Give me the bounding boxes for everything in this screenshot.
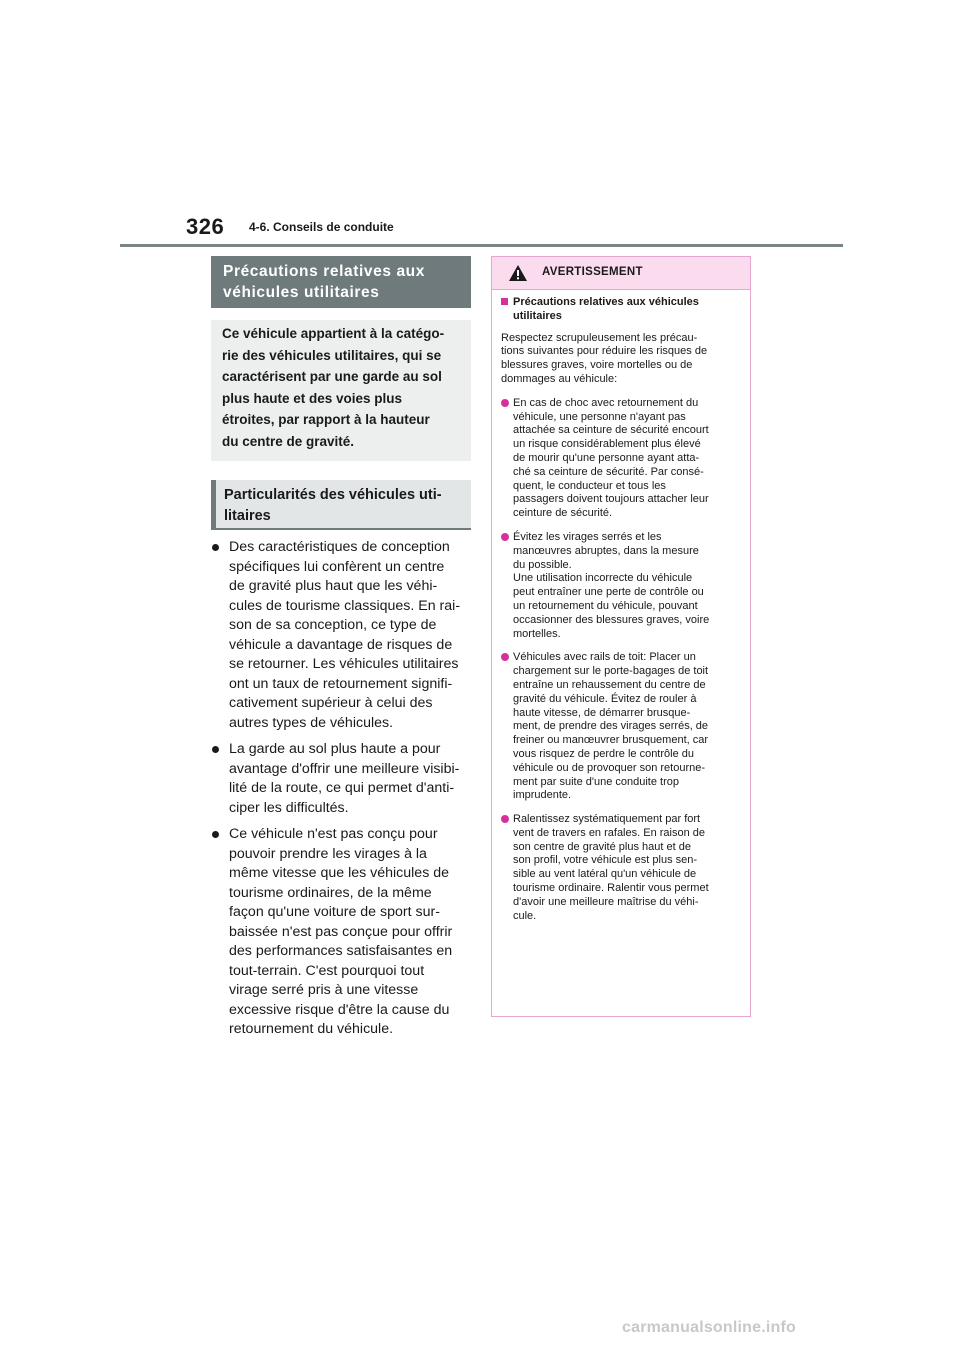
list-item xyxy=(211,825,473,1040)
item-line: Évitez les virages serrés et les xyxy=(513,530,662,543)
item-line: chargement sur le porte-bagages de toit xyxy=(513,665,709,678)
intro-line: Ce véhicule appartient à la catégo- xyxy=(222,326,445,341)
list-line: virage serré pris à une vitesse xyxy=(229,982,419,998)
item-line: ché sa ceinture de sécurité. Par consé- xyxy=(513,465,704,478)
warning-intro xyxy=(501,332,742,387)
dot-bullet-icon xyxy=(501,399,509,407)
warning-item xyxy=(501,813,742,923)
intro-line: plus haute et des voies plus xyxy=(222,390,403,406)
bullet-icon xyxy=(212,831,219,838)
list-line: tourisme ordinaires, de la même xyxy=(229,884,432,901)
warning-list xyxy=(501,397,742,924)
item-line: vent de travers en rafales. En raison de xyxy=(513,826,705,839)
item-line: En cas de choc avec retournement du xyxy=(513,396,699,409)
page-number: 326 xyxy=(186,214,225,239)
item-line: ceinture de sécurité. xyxy=(513,507,613,520)
item-line: véhicule, une personne n'ayant pas xyxy=(513,410,686,423)
item-line: un retournement du véhicule, pouvant xyxy=(513,599,698,612)
warning-item xyxy=(501,531,742,641)
list-line: son de sa conception, ce type de xyxy=(229,617,437,633)
warning-item xyxy=(501,651,742,803)
item-line: tourisme ordinaire. Ralentir vous permet xyxy=(513,882,709,895)
chapter-title: 4-6. Conseils de conduite xyxy=(249,220,394,234)
list-line: cativement supérieur à celui des xyxy=(229,695,433,711)
item-line: d'avoir une meilleure maîtrise du véhi- xyxy=(513,895,699,908)
list-line: cules de tourisme classiques. En rai- xyxy=(229,597,461,614)
list-line: spécifiques lui confèrent un centre xyxy=(229,558,445,575)
list-line: baissée n'est pas conçue pour offrir xyxy=(229,923,453,940)
square-bullet-icon xyxy=(501,298,508,305)
left-bullet-list xyxy=(211,538,473,1047)
warning-triangle-icon xyxy=(508,264,528,282)
subheading-line: utilitaires xyxy=(513,309,562,322)
intro-box xyxy=(211,320,471,461)
list-line: lité de la route, ce qui permet d'anti- xyxy=(229,780,455,796)
list-line: tout-terrain. C'est pourquoi tout xyxy=(229,962,425,979)
item-line: entraîne un rehaussement du centre de xyxy=(513,678,706,691)
intro-line: tions suivantes pour réduire les risques de xyxy=(501,345,708,358)
item-line: peut entraîner une perte de contrôle ou xyxy=(513,586,704,599)
section-title-precautions xyxy=(211,256,471,308)
list-line: excessive risque d'être la cause du xyxy=(229,1001,450,1018)
item-line: ment, de prendre des virages serrés, de xyxy=(513,720,709,733)
item-line: manœuvres abruptes, dans la mesure xyxy=(513,544,699,557)
section-title-particularites xyxy=(211,480,471,530)
section-title-line: véhicules utilitaires xyxy=(223,284,380,301)
header-rule xyxy=(120,244,843,247)
item-line: Une utilisation incorrecte du véhicule xyxy=(513,572,693,585)
bullet-icon xyxy=(212,544,219,551)
item-line: imprudente. xyxy=(513,789,572,802)
list-line: se retourner. Les véhicules utilitaires xyxy=(229,656,459,672)
list-line: ont un taux de retournement signifi- xyxy=(229,675,453,692)
list-line: ciper les difficultés. xyxy=(229,799,349,816)
item-line: son profil, votre véhicule est plus sen- xyxy=(513,854,698,867)
list-line: Des caractéristiques de conception xyxy=(229,539,450,555)
dot-bullet-icon xyxy=(501,533,509,541)
list-line: façon qu'une voiture de sport sur- xyxy=(229,904,440,920)
section-title-line: Particularités des véhicules uti- xyxy=(224,487,442,503)
intro-line: Respectez scrupuleusement les précau- xyxy=(501,331,698,344)
intro-line: blessures graves, voire mortelles ou de xyxy=(501,359,693,372)
intro-line: caractérisent par une garde au sol xyxy=(222,369,442,385)
item-line: attachée sa ceinture de sécurité encourt xyxy=(513,424,709,437)
list-line: Ce véhicule n'est pas conçu pour xyxy=(229,826,438,842)
warning-box xyxy=(491,256,751,1017)
list-line: de gravité plus haut que les véhi- xyxy=(229,578,438,594)
list-line: avantage d'offrir une meilleure visibi- xyxy=(229,760,460,777)
bullet-icon xyxy=(212,746,219,753)
item-line: du possible. xyxy=(513,558,572,571)
intro-line: du centre de gravité. xyxy=(222,433,355,449)
list-line: pouvoir prendre les virages à la xyxy=(229,845,427,862)
subheading-line: Précautions relatives aux véhicules xyxy=(513,296,699,308)
item-line: de mourir qu'une personne ayant atta- xyxy=(513,451,700,464)
item-line: gravité du véhicule. Évitez de rouler à xyxy=(513,692,697,705)
item-line: mortelles. xyxy=(513,627,561,640)
list-line: retournement du véhicule. xyxy=(229,1021,394,1037)
item-line: un risque considérablement plus élevé xyxy=(513,438,701,451)
item-line: sible au vent latéral qu'un véhicule de xyxy=(513,868,697,881)
item-line: freiner ou manœuvrer brusquement, car xyxy=(513,734,709,747)
intro-line: rie des véhicules utilitaires, qui se xyxy=(222,347,442,363)
watermark[interactable]: carmanualsonline.info xyxy=(622,1319,797,1336)
intro-line: étroites, par rapport à la hauteur xyxy=(222,412,430,428)
section-title-line: litaires xyxy=(224,508,271,524)
item-line: Véhicules avec rails de toit: Placer un xyxy=(513,651,696,664)
warning-title: AVERTISSEMENT xyxy=(542,266,643,278)
item-line: véhicule ou de provoquer son retourne- xyxy=(513,761,706,774)
list-line: des performances satisfaisantes en xyxy=(229,943,453,959)
list-line: véhicule a davantage de risques de xyxy=(229,636,453,653)
dot-bullet-icon xyxy=(501,815,509,823)
list-item xyxy=(211,740,473,818)
warning-content xyxy=(492,290,750,923)
list-line: même vitesse que les véhicules de xyxy=(229,865,450,881)
item-line: Ralentissez systématiquement par fort xyxy=(513,813,701,826)
item-line: vous risquez de perdre le contrôle du xyxy=(513,747,694,760)
warning-subheading xyxy=(501,296,742,324)
warning-header xyxy=(492,257,750,290)
item-line: quent, le conducteur et tous les xyxy=(513,479,666,492)
item-line: cule. xyxy=(513,909,537,922)
list-item xyxy=(211,538,473,733)
item-line: passagers doivent toujours attacher leur xyxy=(513,493,709,506)
dot-bullet-icon xyxy=(501,653,509,661)
item-line: haute vitesse, de démarrer brusque- xyxy=(513,706,691,719)
item-line: ment par suite d'une conduite trop xyxy=(513,775,679,788)
intro-line: dommages au véhicule: xyxy=(501,372,618,385)
list-line: autres types de véhicules. xyxy=(229,714,394,731)
item-line: occasionner des blessures graves, voire xyxy=(513,613,710,626)
item-line: son centre de gravité plus haut et de xyxy=(513,840,691,853)
warning-item xyxy=(501,397,742,521)
list-line: La garde au sol plus haute a pour xyxy=(229,741,441,757)
section-title-line: Précautions relatives aux xyxy=(223,263,425,280)
